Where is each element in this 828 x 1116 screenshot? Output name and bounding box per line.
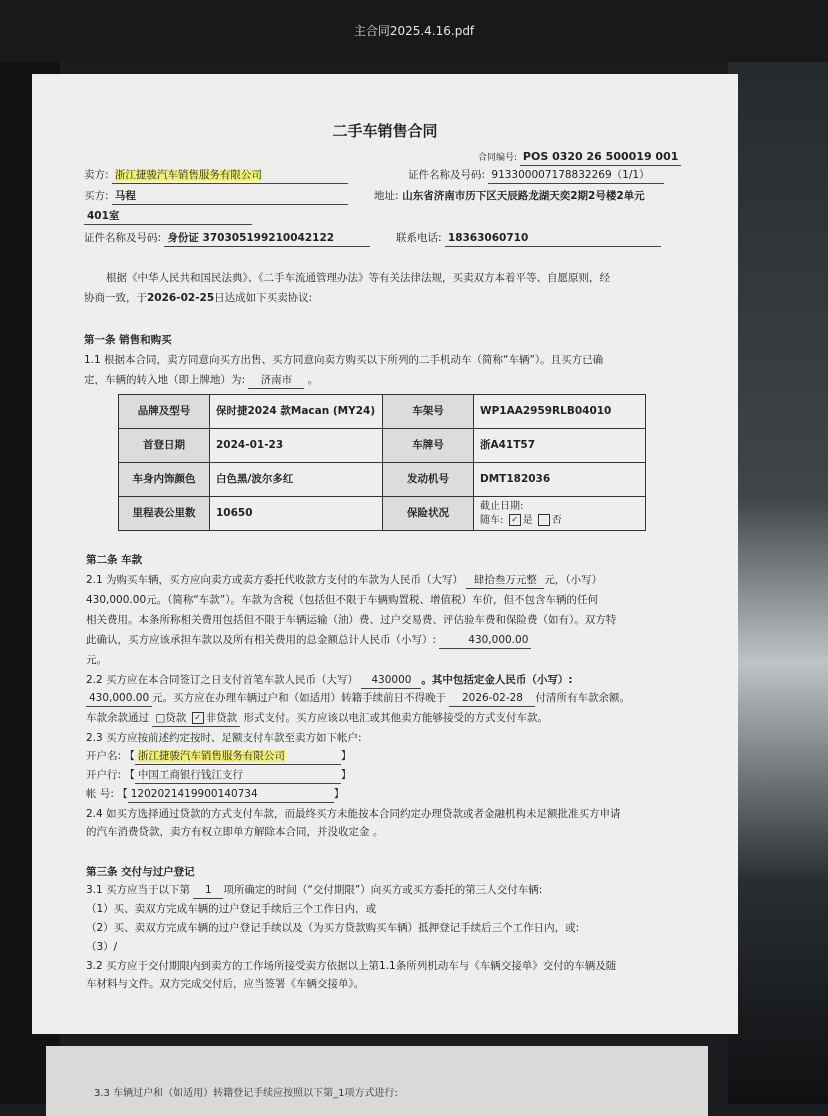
address: 山东省济南市历下区天辰路龙湖天奕2期2号楼2单元: [402, 190, 645, 202]
payment-deadline: 2026-02-28: [449, 690, 535, 707]
account-bank: 中国工商银行钱江支行: [135, 767, 341, 784]
article-2-1-line-4: [86, 632, 531, 649]
table-row: [119, 463, 646, 497]
article-2-title: 第二条 车款: [86, 554, 143, 566]
non-loan-option[interactable]: 非贷款: [205, 712, 238, 724]
address-label: 地址:: [374, 190, 399, 202]
account-no-row: 帐 号: 【 1202021419900140734 】: [86, 786, 344, 803]
insurance-label: 保险状况: [383, 497, 474, 531]
article-2-4-line-1: 2.4 如买方选择通过贷款的方式支付车款，而最终买方未能按本合同约定办理贷款或者金融机构未足额批准买方申请: [86, 808, 621, 820]
buyer-id-row: [84, 230, 370, 247]
phone-row: [396, 230, 661, 247]
art2-2f: 车款余款通过: [86, 712, 149, 724]
article-3-2-line-1: 3.2 买方应于交付期限内到卖方的工作场所接受卖方依据以上第1.1条所列机动车与《车辆交接单》交付的车辆及随: [86, 960, 617, 972]
art2-2e: 付清所有车款余额。: [535, 692, 630, 704]
account-name-box: [135, 748, 341, 765]
plate-value: 浙A41T57: [474, 429, 646, 463]
article-3-option-2: （2）买、卖双方完成车辆的过户登记手续以及（为买方贷款购买车辆）抵押登记手续后三个工作日内，或:: [86, 922, 580, 934]
account-name-row: 开户名: 【 浙江捷骏汽车销售服务有限公司 】: [86, 748, 351, 765]
phone: 18363060710: [445, 230, 661, 247]
first-payment: 430000: [361, 672, 421, 689]
preamble-line-1: 根据《中华人民共和国民法典》、《二手车流通管理办法》等有关法律法规，买卖双方本着平等、自愿原则，经: [106, 272, 610, 284]
yes-checkbox[interactable]: ✓: [509, 514, 521, 526]
account-name: 浙江捷骏汽车销售服务有限公司: [137, 750, 285, 762]
article-3-1: [86, 882, 542, 899]
article-2-2-line-3: [86, 710, 548, 727]
insurance-deadline: 截止日期:: [480, 501, 524, 512]
page-2-text: 3.3 车辆过户和（如适用）转籍登记手续应按照以下第_1项方式进行:: [94, 1088, 398, 1099]
art2-2g: 形式支付。买方应该以电汇或其他卖方能够接受的方式支付车款。: [243, 712, 548, 724]
address-row: [374, 188, 645, 204]
preamble-date: 2026-02-25: [147, 292, 215, 304]
no-checkbox[interactable]: [538, 514, 550, 526]
loan-option[interactable]: □贷款: [155, 712, 187, 724]
contract-no-label: 合同编号:: [478, 153, 518, 163]
preamble-2a: 协商一致，于: [84, 292, 147, 304]
plate-label: 车牌号: [383, 429, 474, 463]
buyer-label: 买方:: [84, 190, 109, 202]
account-name-label: 开户名:: [86, 750, 122, 762]
reg-date-value: 2024-01-23: [210, 429, 383, 463]
seller-label: 卖方:: [84, 169, 109, 181]
article-1-title: 第一条 销售和购买: [84, 334, 172, 346]
table-row: [119, 497, 646, 531]
insurance-with-car: [480, 514, 639, 528]
art2-1e: 此确认，买方应该承担车款以及所有相关费用的总金额总计人民币（小写）:: [86, 634, 437, 646]
article-2-2-line-1: [86, 672, 573, 689]
ins-no-label: 否: [551, 514, 562, 526]
article-2-2-line-2: [86, 690, 630, 707]
art3-1a: 3.1 买方应当于以下第: [86, 884, 191, 896]
vin-label: 车架号: [383, 395, 474, 429]
non-loan-checkbox[interactable]: ✓: [192, 712, 204, 724]
account-no-label: 帐 号:: [86, 788, 114, 800]
transfer-city: 济南市: [248, 372, 304, 389]
brand-value: 保时捷2024 款Macan (MY24): [210, 395, 383, 429]
file-title: 主合同2025.4.16.pdf: [353, 24, 475, 38]
amount-chinese: 肆拾叁万元整: [466, 572, 544, 589]
insurance-value: [474, 497, 646, 531]
buyer-id-label: 证件名称及号码:: [84, 232, 162, 244]
vehicle-table: [118, 394, 646, 531]
viewer-title-bar: [0, 0, 828, 62]
contract-no-row: [478, 148, 681, 166]
article-3-option-1: （1）买、卖双方完成车辆的过户登记手续后三个工作日内，或: [86, 903, 377, 915]
account-bank-label: 开户行:: [86, 769, 122, 781]
reg-date-label: 首登日期: [119, 429, 210, 463]
engine-value: DMT182036: [474, 463, 646, 497]
color-label: 车身内饰颜色: [119, 463, 210, 497]
brand-label: 品牌及型号: [119, 395, 210, 429]
art2-1a: 2.1 为购买车辆，买方应向卖方或卖方委托代收款方支付的车款为人民币（大写）: [86, 574, 464, 586]
seller-value: [112, 167, 348, 184]
contract-no: POS 0320 26 500019 001: [520, 148, 681, 166]
article-1-1-line-2: 定，车辆的转入地（即上牌地）为: 济南市 。: [84, 372, 318, 389]
art2-2d: 元。买方应在办理车辆过户和（如适用）转籍手续前日不得晚于: [152, 692, 447, 704]
seller-id-row: [408, 167, 664, 184]
account-no: 1202021419900140734: [128, 786, 334, 803]
buyer-name: 马程: [112, 188, 348, 205]
phone-label: 联系电话:: [396, 232, 442, 244]
table-row: [119, 429, 646, 463]
account-bank-row: 开户行: 【 中国工商银行钱江支行 】: [86, 767, 351, 784]
preamble-line-2: [84, 290, 312, 306]
engine-label: 发动机号: [383, 463, 474, 497]
address-cont-row: [84, 208, 252, 225]
background-right: [728, 0, 828, 1104]
deposit-amount: 430,000.00: [86, 690, 152, 707]
pdf-page-2: [46, 1046, 708, 1116]
article-3-option-3: （3）/: [86, 941, 118, 953]
seller-id: 913300007178832269（1/1）: [488, 167, 664, 184]
ins-with-label: 随车:: [480, 514, 504, 526]
article-3-2-line-2: 车材料与文件。双方完成交付后，应当签署《车辆交接单》。: [86, 978, 365, 990]
article-2-3: 2.3 买方应按前述约定按时、足额支付车款至卖方如下帐户:: [86, 732, 362, 744]
ins-yes-label: 是: [522, 514, 533, 526]
mileage-label: 里程表公里数: [119, 497, 210, 531]
article-1-1-line-1: 1.1 根据本合同，卖方同意向买方出售、买方同意向卖方购买以下所列的二手机动车（简称“车辆”）。且买方已确: [84, 354, 604, 366]
mileage-value: 10650: [210, 497, 383, 531]
payment-method: [152, 710, 240, 727]
color-value: 白色黑/波尔多红: [210, 463, 383, 497]
article-3-title: 第三条 交付与过户登记: [86, 866, 195, 878]
delivery-option-no: 1: [193, 882, 223, 899]
buyer-row: [84, 188, 348, 205]
art2-1b: 元，（小写）: [544, 574, 603, 586]
article-2-1-line-1: [86, 572, 602, 589]
article-2-1-line-3: 相关费用。本条所称相关费用包括但不限于车辆运输（油）费、过户交易费、评估验车费和保险费（如有）。双方特: [86, 614, 617, 626]
seller-name: 浙江捷骏汽车销售服务有限公司: [114, 169, 262, 181]
article-2-1-line-5: 元。: [86, 654, 107, 666]
article-2-4-line-2: 的汽车消费贷款，卖方有权立即单方解除本合同，并没收定金 。: [86, 826, 384, 838]
art2-2b: 。其中包括定金人民币（小写）:: [421, 674, 573, 686]
address-cont: 401室: [84, 208, 252, 225]
vin-value: WP1AA2959RLB04010: [474, 395, 646, 429]
buyer-id: 身份证 370305199210042122: [164, 230, 370, 247]
art2-2a: 2.2 买方应在本合同签订之日支付首笔车款人民币（大写）: [86, 674, 359, 686]
doc-title: 二手车销售合同: [332, 122, 438, 140]
preamble-2b: 日达成如下买卖协议:: [214, 292, 313, 304]
pdf-page: [32, 74, 738, 1034]
art3-1b: 项所确定的时间（“交付期限”）向买方或买方委托的第三人交付车辆:: [223, 884, 543, 896]
article-2-1-line-2: 430,000.00元。（简称“车款”）。车款为含税（包括但不限于车辆购置税、增值税）车价，但不包含车辆的任何: [86, 594, 598, 606]
total-amount: 430,000.00: [439, 632, 531, 649]
seller-row: [84, 167, 348, 184]
table-row: [119, 395, 646, 429]
seller-id-label: 证件名称及号码:: [408, 169, 486, 181]
art1-1b: 定，车辆的转入地（即上牌地）为:: [84, 374, 246, 386]
